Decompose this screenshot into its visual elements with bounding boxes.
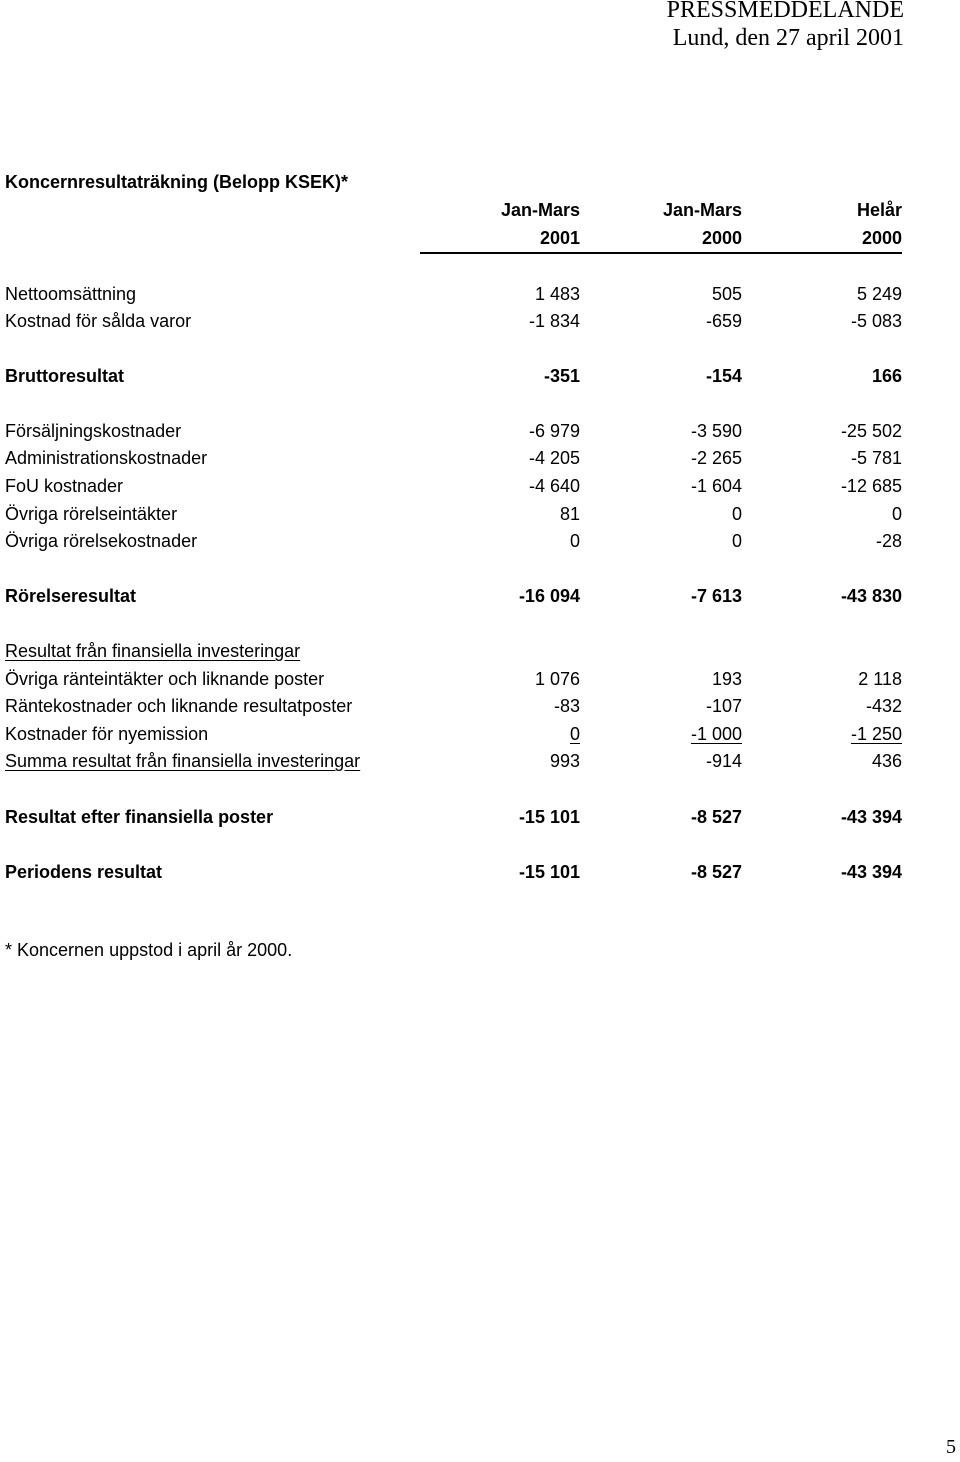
row-label: FoU kostnader xyxy=(5,476,124,496)
col1-period-header: Jan-Mars xyxy=(500,200,580,220)
row-rorelseresultat xyxy=(0,586,960,610)
col3-period-header: Helår xyxy=(856,200,902,220)
value-cell: -8 527 xyxy=(690,807,742,827)
row-nyemission xyxy=(0,724,960,748)
value-cell: -107 xyxy=(705,696,742,716)
value-cell: -43 394 xyxy=(840,862,902,882)
value-cell: 0 xyxy=(569,531,580,551)
value-cell: -5 083 xyxy=(850,311,902,331)
col1-year-header: 2001 xyxy=(539,228,580,248)
value-cell: 81 xyxy=(559,504,580,524)
row-rantekostnader xyxy=(0,696,960,720)
row-ovriga-rorelsekostnader xyxy=(0,531,960,555)
table-title: Koncernresultaträkning (Belopp KSEK)* xyxy=(5,172,349,192)
value-cell: 2 118 xyxy=(858,669,902,689)
row-fou-kostnader xyxy=(0,476,960,500)
footnote: * Koncernen uppstod i april år 2000. xyxy=(5,940,293,960)
col2-year-header: 2000 xyxy=(701,228,742,248)
value-cell: 193 xyxy=(711,669,742,689)
row-ranteintakter xyxy=(0,669,960,693)
value-cell: -5 781 xyxy=(850,448,902,468)
value-cell: -12 685 xyxy=(840,476,902,496)
row-nettoomsattning xyxy=(0,284,960,308)
value-cell: 0 xyxy=(731,504,742,524)
value-cell: -1 834 xyxy=(528,311,580,331)
value-cell: -2 265 xyxy=(690,448,742,468)
value-cell: 0 xyxy=(569,724,580,744)
value-cell: -15 101 xyxy=(518,862,580,882)
press-release-heading: PRESSMEDDELANDE xyxy=(666,0,904,23)
col2-period-header: Jan-Mars xyxy=(662,200,742,220)
row-label: Kostnader för nyemission xyxy=(5,724,209,744)
row-ovriga-rorelseintakter xyxy=(0,504,960,528)
value-cell: -28 xyxy=(875,531,902,551)
row-resultat-efter-finansiella xyxy=(0,807,960,831)
row-label: Nettoomsättning xyxy=(5,284,137,304)
page-number: 5 xyxy=(946,1436,956,1458)
row-label: Administrationskostnader xyxy=(5,448,208,468)
row-periodens-resultat xyxy=(0,862,960,886)
value-cell: 436 xyxy=(871,751,902,771)
row-label: Resultat efter finansiella poster xyxy=(5,807,274,827)
value-cell: -16 094 xyxy=(518,586,580,606)
row-label: Räntekostnader och liknande resultatposter xyxy=(5,696,353,716)
value-cell: -432 xyxy=(865,696,902,716)
row-label: Bruttoresultat xyxy=(5,366,125,386)
value-cell: -1 000 xyxy=(690,724,742,744)
value-cell: -15 101 xyxy=(518,807,580,827)
row-summa-finansiella xyxy=(0,751,960,775)
row-label: Summa resultat från finansiella investeringar xyxy=(5,751,361,771)
row-label: Rörelseresultat xyxy=(5,586,137,606)
row-label: Övriga rörelseintäkter xyxy=(5,504,178,524)
row-forsaljningskostnader xyxy=(0,421,960,445)
value-cell: -3 590 xyxy=(690,421,742,441)
value-cell: -7 613 xyxy=(690,586,742,606)
value-cell: -4 640 xyxy=(528,476,580,496)
row-label: Övriga rörelsekostnader xyxy=(5,531,198,551)
value-cell: -8 527 xyxy=(690,862,742,882)
value-cell: -914 xyxy=(705,751,742,771)
value-cell: -6 979 xyxy=(528,421,580,441)
value-cell: 993 xyxy=(549,751,580,771)
press-release-date: Lund, den 27 april 2001 xyxy=(672,25,904,51)
section-heading: Resultat från finansiella investeringar xyxy=(5,641,301,661)
row-section-finansiella xyxy=(0,641,960,665)
header-divider xyxy=(420,252,902,254)
value-cell: -4 205 xyxy=(528,448,580,468)
value-cell: -1 250 xyxy=(850,724,902,744)
value-cell: 0 xyxy=(891,504,902,524)
value-cell: -43 394 xyxy=(840,807,902,827)
value-cell: -83 xyxy=(553,696,580,716)
value-cell: 5 249 xyxy=(856,284,902,304)
value-cell: -1 604 xyxy=(690,476,742,496)
value-cell: 1 483 xyxy=(534,284,580,304)
value-cell: 1 076 xyxy=(534,669,580,689)
value-cell: -43 830 xyxy=(840,586,902,606)
value-cell: -25 502 xyxy=(840,421,902,441)
row-label: Försäljningskostnader xyxy=(5,421,182,441)
row-kostnad-salda-varor xyxy=(0,311,960,335)
value-cell: 505 xyxy=(711,284,742,304)
row-administrationskostnader xyxy=(0,448,960,472)
value-cell: -659 xyxy=(705,311,742,331)
row-bruttoresultat xyxy=(0,366,960,390)
value-cell: -351 xyxy=(543,366,580,386)
row-label: Övriga ränteintäkter och liknande poster xyxy=(5,669,325,689)
value-cell: 166 xyxy=(871,366,902,386)
value-cell: 0 xyxy=(731,531,742,551)
value-cell: -154 xyxy=(705,366,742,386)
row-label: Periodens resultat xyxy=(5,862,163,882)
row-label: Kostnad för sålda varor xyxy=(5,311,192,331)
col3-year-header: 2000 xyxy=(861,228,902,248)
